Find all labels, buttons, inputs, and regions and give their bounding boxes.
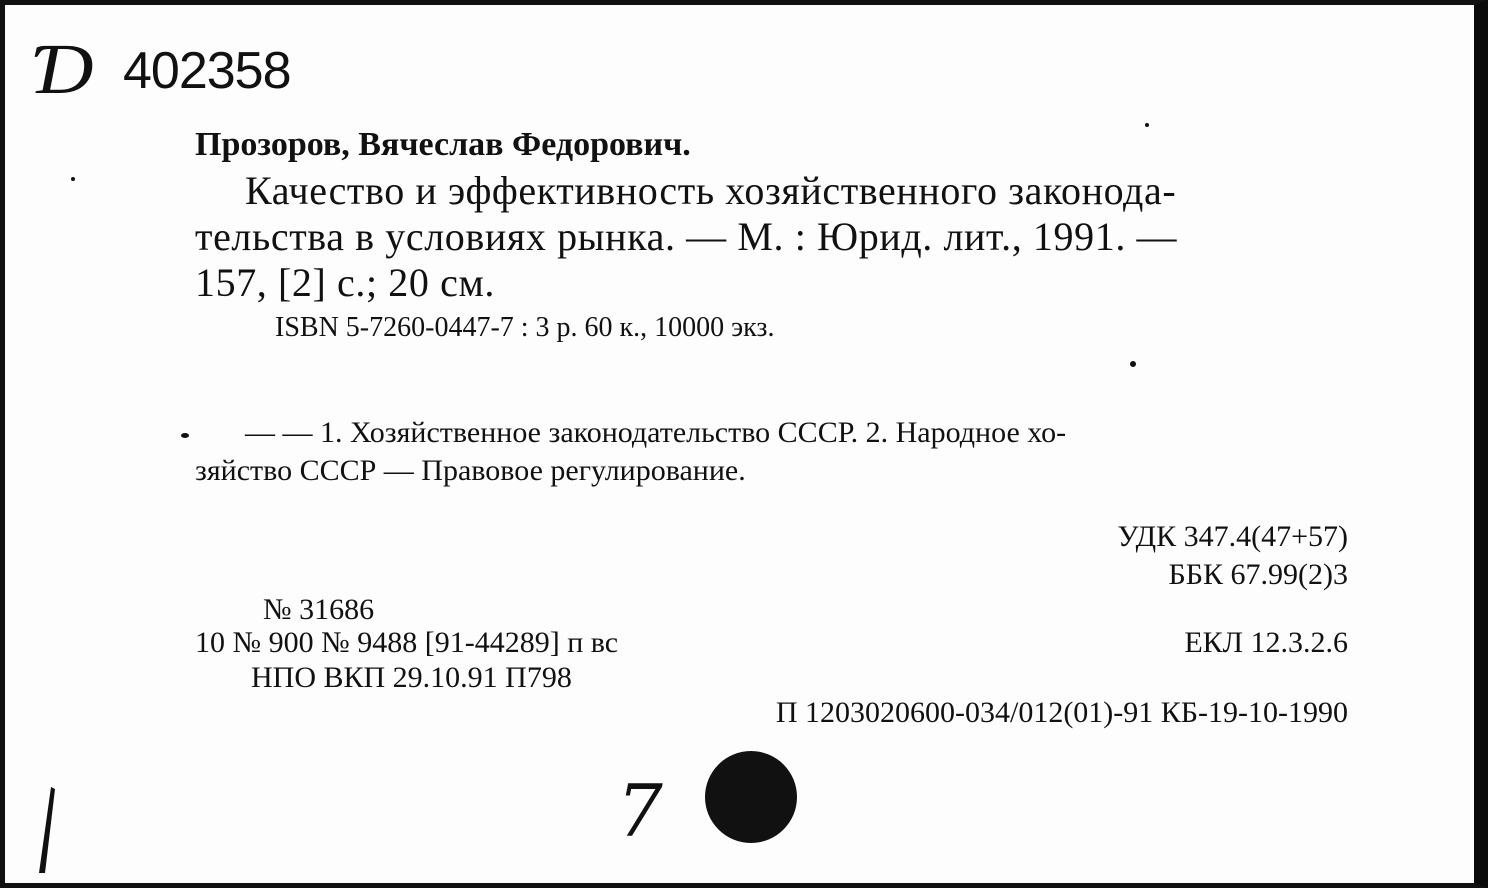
title-line-2: тельства в условиях рынка. — М. : Юрид. лит., 1991. —: [195, 214, 1178, 259]
order-line: 10 № 900 № 9488 [91-44289] п вс: [195, 626, 619, 659]
handwritten-mark: 7: [617, 769, 663, 853]
title-line-1: Качество и эффективность хозяйственного законода-: [245, 168, 1177, 213]
author-heading: Прозоров, Вячеслав Федорович.: [195, 126, 691, 163]
udk-code: УДК 347.4(47+57): [1117, 520, 1348, 553]
speck-dot: [181, 433, 189, 438]
subject-line-1: — — 1. Хозяйственное законодательство СССР. 2. Народное хо-: [245, 416, 1067, 449]
npo-line: НПО ВКП 29.10.91 П798: [251, 661, 572, 694]
punch-hole: [705, 751, 797, 843]
title-line-3: 157, [2] с.; 20 см.: [195, 260, 495, 305]
subject-line-2: зяйство СССР — Правовое регулирование.: [195, 454, 746, 487]
speck-dot: [1130, 361, 1136, 367]
speck-dot: [1145, 123, 1149, 127]
speck-dot: [71, 177, 75, 181]
bbk-code: ББК 67.99(2)3: [1168, 558, 1348, 591]
isbn-line: ISBN 5-7260-0447-7 : 3 р. 60 к., 10000 экз.: [275, 312, 775, 343]
stamp-letter: Ɗ: [32, 29, 94, 109]
record-number: № 31686: [263, 593, 375, 626]
inventory-number: 402358: [123, 42, 291, 100]
publisher-code: П 1203020600-034/012(01)-91 КБ-19-10-1990: [775, 696, 1348, 729]
ekl-code: ЕКЛ 12.3.2.6: [1184, 626, 1348, 659]
pen-stroke-mark: [35, 785, 57, 875]
